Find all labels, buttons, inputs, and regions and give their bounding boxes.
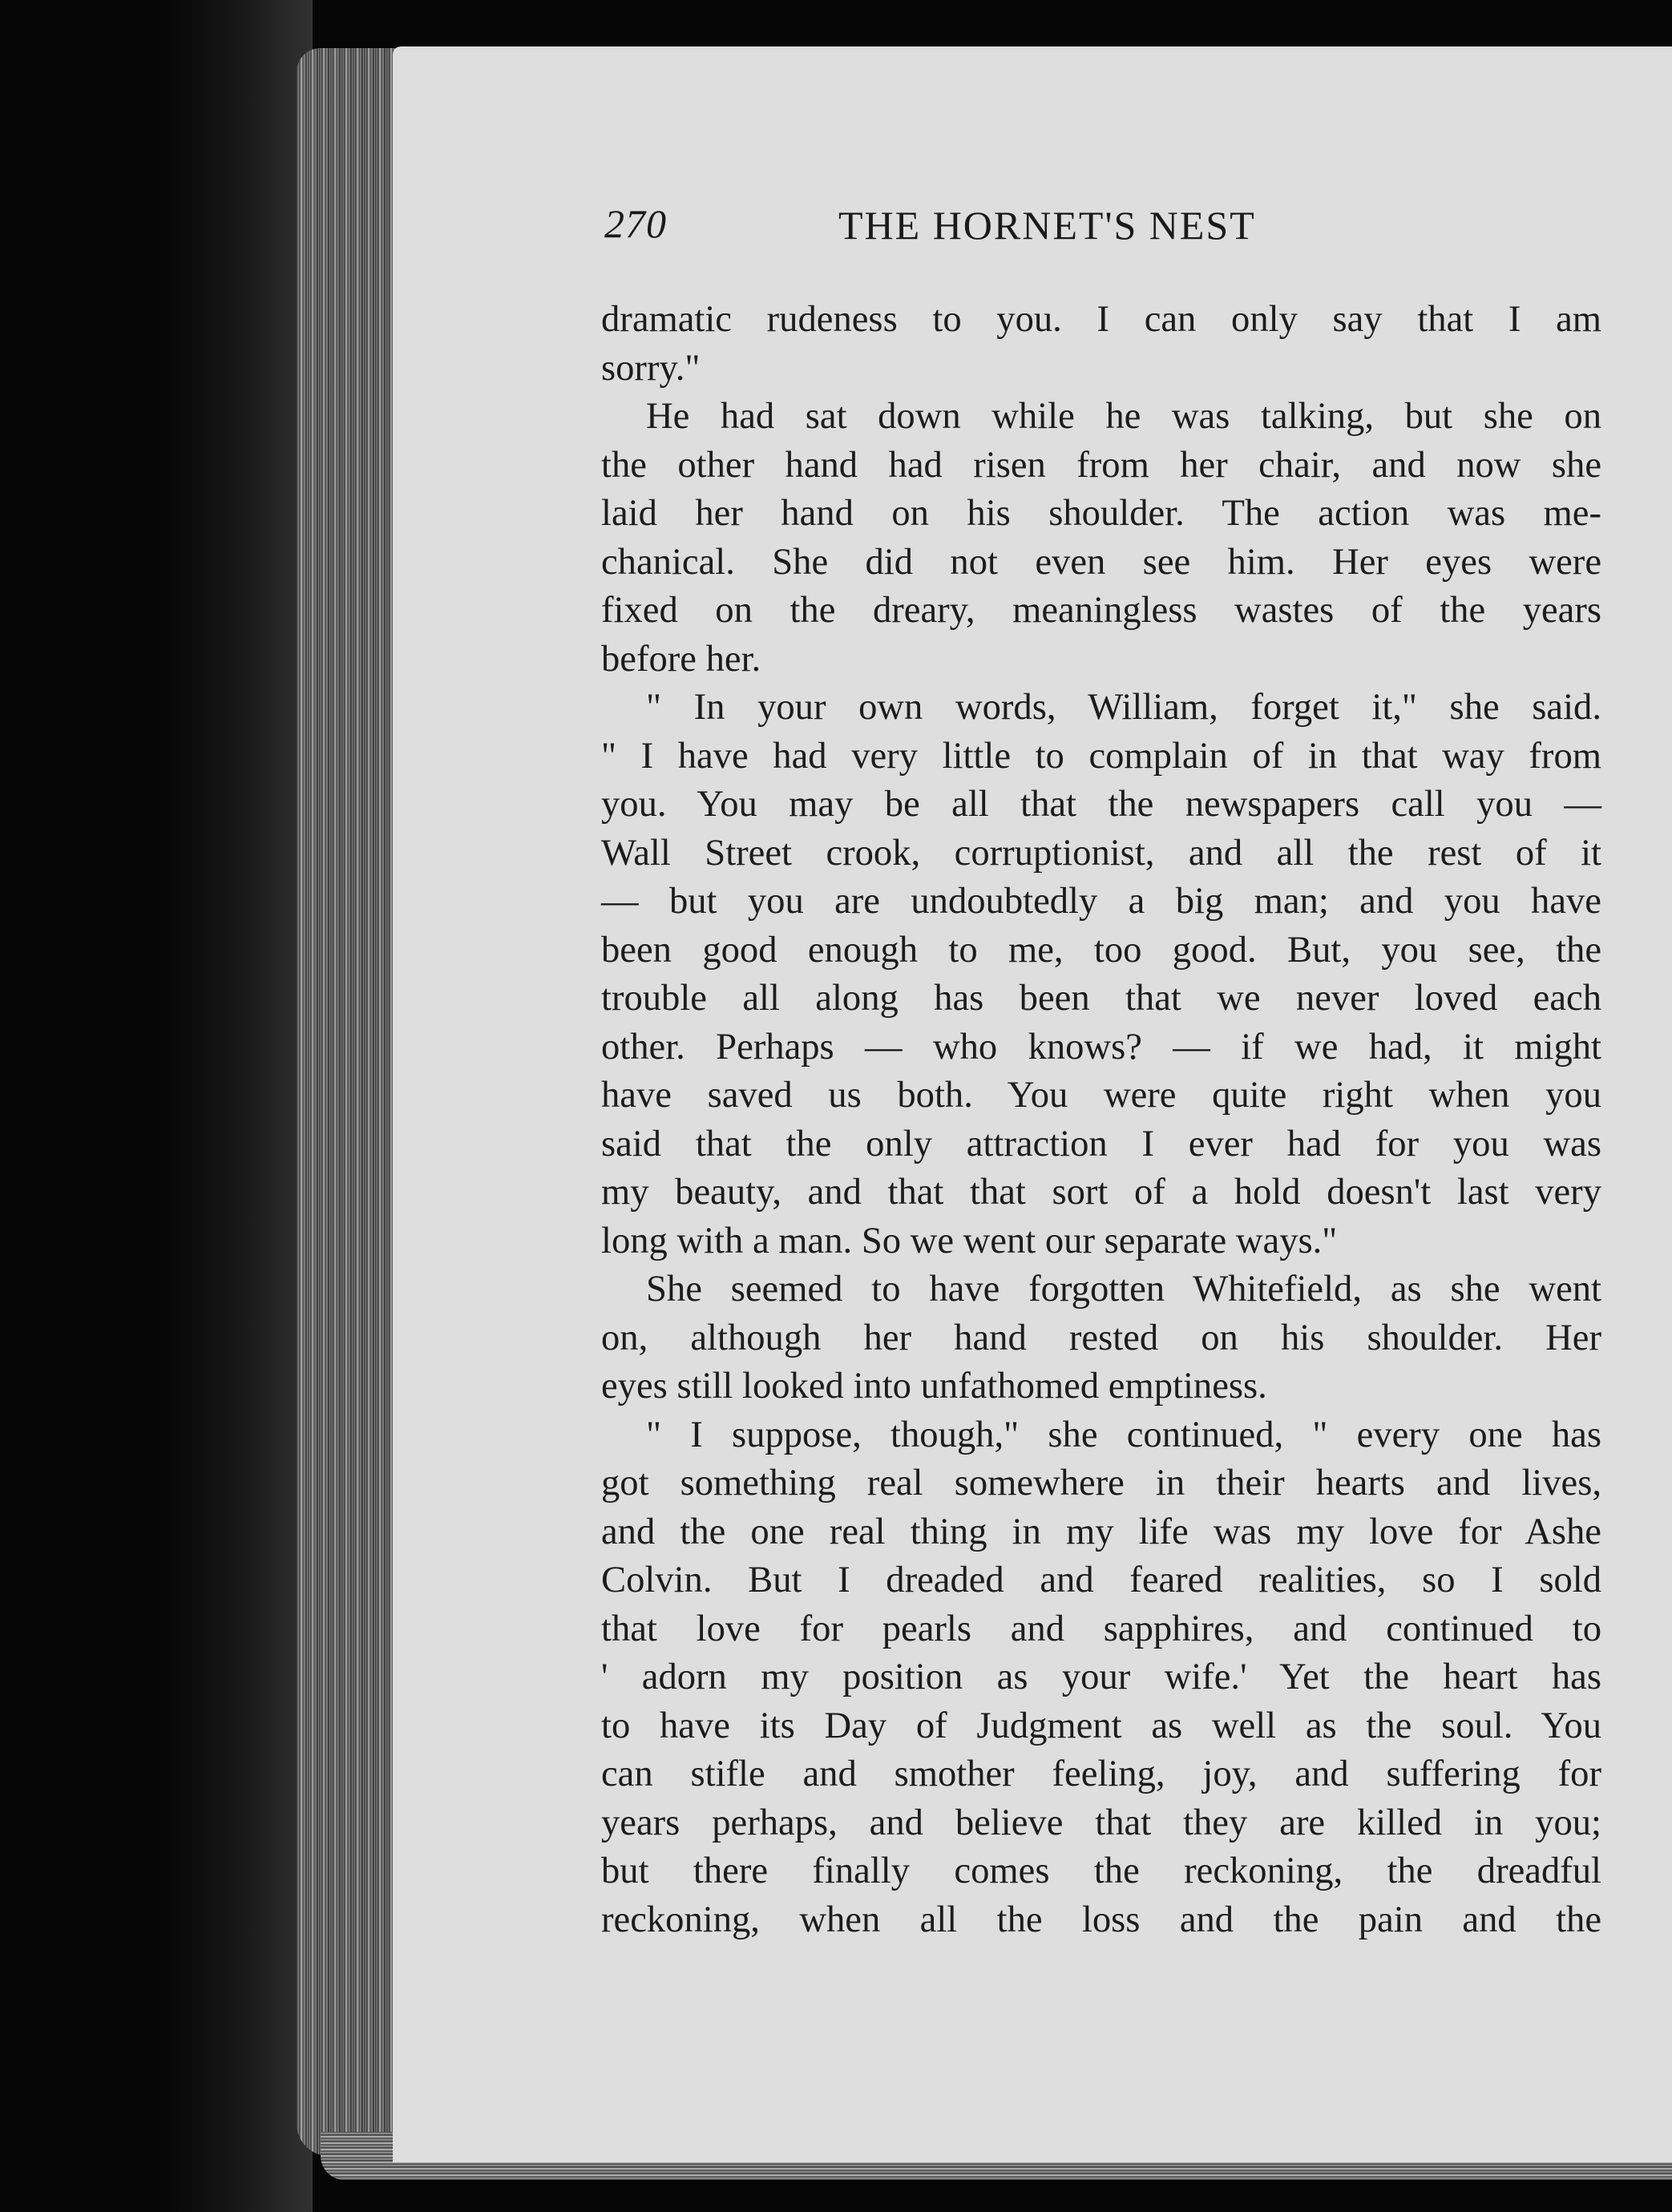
text-line: have saved us both. You were quite right when you — [601, 1074, 1601, 1116]
text-line: She seemed to have forgotten Whitefield, as she went — [646, 1268, 1601, 1310]
text-line: trouble all along has been that we never loved each — [601, 977, 1601, 1019]
text-line: " In your own words, William, forget it," she said. — [646, 686, 1601, 728]
text-line: on, although her hand rested on his shoulder. Her — [601, 1316, 1601, 1358]
text-line: you. You may be all that the newspapers call you — — [601, 783, 1601, 825]
text-line: said that the only attraction I ever had for you was — [601, 1122, 1601, 1165]
page-number: 270 — [604, 201, 667, 246]
text-line: " I suppose, though," she continued, " every one has — [646, 1413, 1601, 1455]
text-line: reckoning, when all the loss and the pain and the — [601, 1898, 1601, 1940]
text-line: sorry." — [601, 346, 701, 389]
text-line: that love for pearls and sapphires, and continued to — [601, 1607, 1601, 1649]
running-head — [604, 200, 1406, 256]
text-line: — but you are undoubtedly a big man; and you have — [601, 880, 1601, 922]
text-line: my beauty, and that that sort of a hold doesn't last very — [601, 1171, 1601, 1213]
text-line: years perhaps, and believe that they are killed in you; — [601, 1801, 1601, 1843]
text-line: other. Perhaps — who knows? — if we had, it might — [601, 1025, 1601, 1068]
running-title: THE HORNET'S NEST — [838, 203, 1256, 248]
body-text — [601, 295, 1601, 1944]
text-line: and the one real thing in my life was my love for Ashe — [601, 1510, 1601, 1552]
text-line: been good enough to me, too good. But, you see, the — [601, 928, 1601, 971]
text-line: eyes still looked into unfathomed emptiness. — [601, 1365, 1267, 1407]
text-line: chanical. She did not even see him. Her eyes were — [601, 540, 1601, 583]
text-line: but there finally comes the reckoning, the dreadful — [601, 1850, 1601, 1891]
text-line: long with a man. So we went our separate ways." — [601, 1219, 1338, 1261]
text-line: dramatic rudeness to you. I can only say that I am — [601, 298, 1601, 340]
text-line: got something real somewhere in their hearts and lives, — [601, 1462, 1601, 1504]
text-line: Colvin. But I dreaded and feared realities, so I sold — [601, 1559, 1601, 1600]
text-line: to have its Day of Judgment as well as the soul. You — [601, 1704, 1601, 1746]
text-line: the other hand had risen from her chair, and now she — [601, 443, 1601, 486]
text-line: can stifle and smother feeling, joy, and suffering for — [601, 1753, 1601, 1794]
text-line: fixed on the dreary, meaningless wastes of the years — [601, 589, 1601, 631]
text-line: " I have had very little to complain of in that way from — [601, 734, 1601, 777]
text-line: before her. — [601, 637, 761, 680]
book-spine-shadow — [160, 0, 313, 2212]
text-line: ' adorn my position as your wife.' Yet the heart has — [601, 1656, 1601, 1697]
text-line: Wall Street crook, corruptionist, and all the rest of it — [601, 831, 1601, 874]
text-line: laid her hand on his shoulder. The action was me- — [601, 492, 1601, 534]
text-line: He had sat down while he was talking, but she on — [646, 395, 1601, 437]
page-edge-stack — [297, 48, 409, 2156]
